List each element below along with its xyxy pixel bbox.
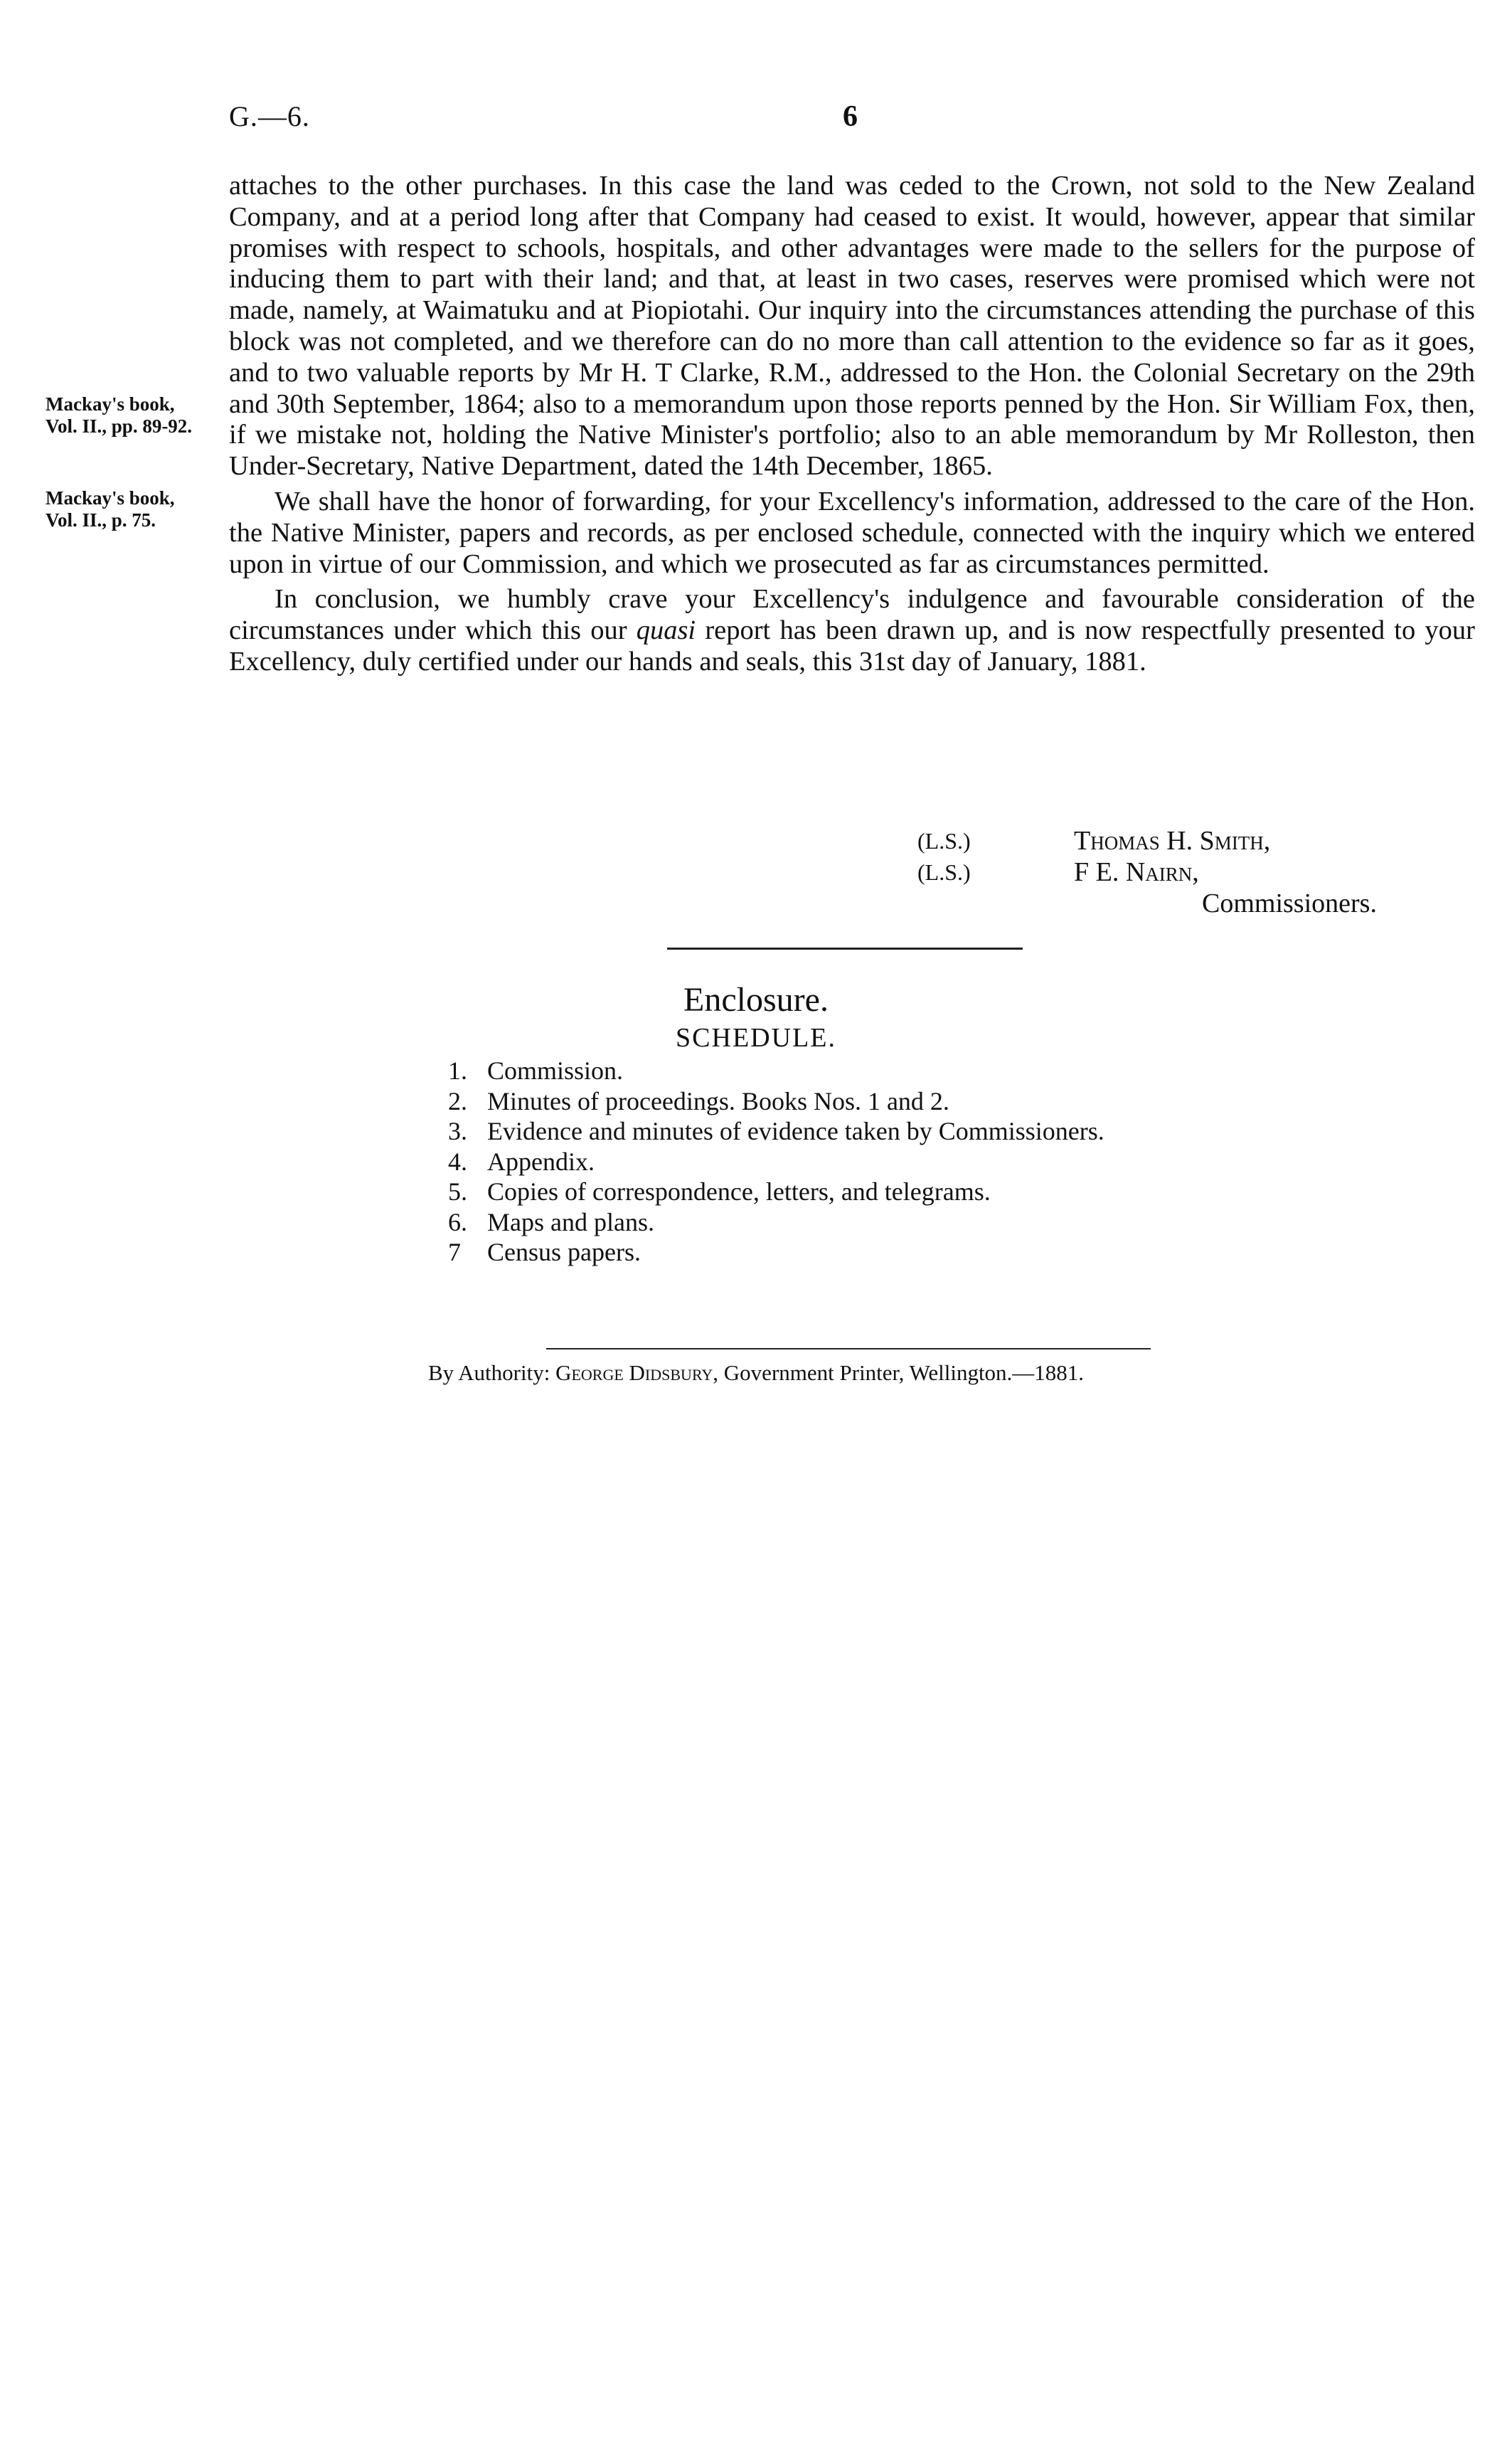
item-text: Minutes of proceedings. Books Nos. 1 and 2. xyxy=(487,1086,949,1115)
page-reference: G.—6. xyxy=(229,100,310,132)
body-text xyxy=(229,171,1475,678)
item-text: Evidence and minutes of evidence taken by Commissioners. xyxy=(487,1117,1104,1145)
paragraph-conclusion xyxy=(229,584,1475,677)
list-item xyxy=(448,1147,1104,1177)
item-number: 4. xyxy=(448,1147,467,1176)
signature-block xyxy=(917,825,1430,919)
item-text: Maps and plans. xyxy=(487,1207,654,1236)
item-text: Copies of correspondence, letters, and telegrams. xyxy=(487,1177,991,1206)
signatory-name: F E. Nairn, xyxy=(1074,857,1199,887)
seal-mark: (L.S.) xyxy=(917,859,971,885)
item-text: Appendix. xyxy=(487,1147,595,1176)
seal-mark: (L.S.) xyxy=(917,828,971,854)
item-number: 2. xyxy=(448,1086,467,1115)
page-number: 6 xyxy=(843,100,858,133)
list-item xyxy=(448,1056,1104,1086)
imprint-prefix: By Authority: xyxy=(427,1360,556,1385)
imprint-divider xyxy=(546,1348,1151,1349)
printer-name: George Didsbury xyxy=(555,1360,713,1385)
imprint-suffix: , Government Printer, Wellington.—1881. xyxy=(713,1360,1085,1385)
list-item xyxy=(448,1116,1104,1147)
signatory-role: Commissioners. xyxy=(1202,889,1377,918)
printer-imprint xyxy=(0,1360,1512,1386)
item-number: 5. xyxy=(448,1177,467,1206)
enclosure-title: Enclosure. xyxy=(683,981,829,1019)
signature-row xyxy=(917,856,1430,888)
list-item xyxy=(448,1177,1104,1207)
conclusion-text: In conclusion, we humbly crave your Excellency's indulgence and favourable consideration of the circumstances under which this our xyxy=(229,584,1475,646)
margin-note: Mackay's book, Vol. II., pp. 89-92. xyxy=(46,393,193,437)
conclusion-text: report has been drawn up, and is now respectfully presented to your Excellency, duly certified under our hands and seals, this 31st day of January, 1881. xyxy=(229,615,1475,677)
conclusion-italic: quasi xyxy=(636,615,696,646)
list-item xyxy=(448,1086,1104,1117)
signature-row xyxy=(917,825,1430,856)
paragraph-continuation: attaches to the other purchases. In this case the land was ceded to the Crown, not sold to the New Zealand Company, and at a period long after that Company had ceased to exist. It would, however, appear that similar promises with respect to schools, hospitals, and other advantages were made to the sellers for the purpose of inducing them to part with their land; and that, at least in two cases, reserves were promised which were not made, namely, at Waimatuku and at Piopiotahi. Our inquiry into the circumstances attending the purchase of this block was not completed, and we therefore can do no more than call attention to the evidence so far as it goes, and to two valuable reports by Mr H. T Clarke, R.M., addressed to the Hon. the Colonial Secretary on the 29th and 30th September, 1864; also to a memorandum upon those reports penned by the Hon. Sir William Fox, then, if we mistake not, holding the Native Minister's portfolio; also to an able memorandum by Mr Rolleston, then Under-Secretary, Native Department, dated the 14th December, 1865. xyxy=(229,171,1475,482)
item-text: Census papers. xyxy=(487,1238,641,1266)
schedule-list xyxy=(448,1056,1104,1268)
item-text: Commission. xyxy=(487,1056,624,1085)
list-item xyxy=(448,1207,1104,1238)
section-divider xyxy=(667,948,1023,950)
margin-note: Mackay's book, Vol. II., p. 75. xyxy=(46,487,175,531)
paragraph-forwarding: We shall have the honor of forwarding, for your Excellency's information, addressed to the care of the Hon. the Native Minister, papers and records, as per enclosed schedule, connected with the inquiry which we entered upon in virtue of our Commission, and which we prosecuted as far as circumstances permitted. xyxy=(229,486,1475,579)
signatory-name: Thomas H. Smith, xyxy=(1074,826,1271,856)
item-number: 7 xyxy=(448,1238,461,1266)
schedule-title: SCHEDULE. xyxy=(676,1023,836,1053)
item-number: 3. xyxy=(448,1117,467,1145)
item-number: 6. xyxy=(448,1207,467,1236)
item-number: 1. xyxy=(448,1056,467,1085)
list-item xyxy=(448,1237,1104,1268)
